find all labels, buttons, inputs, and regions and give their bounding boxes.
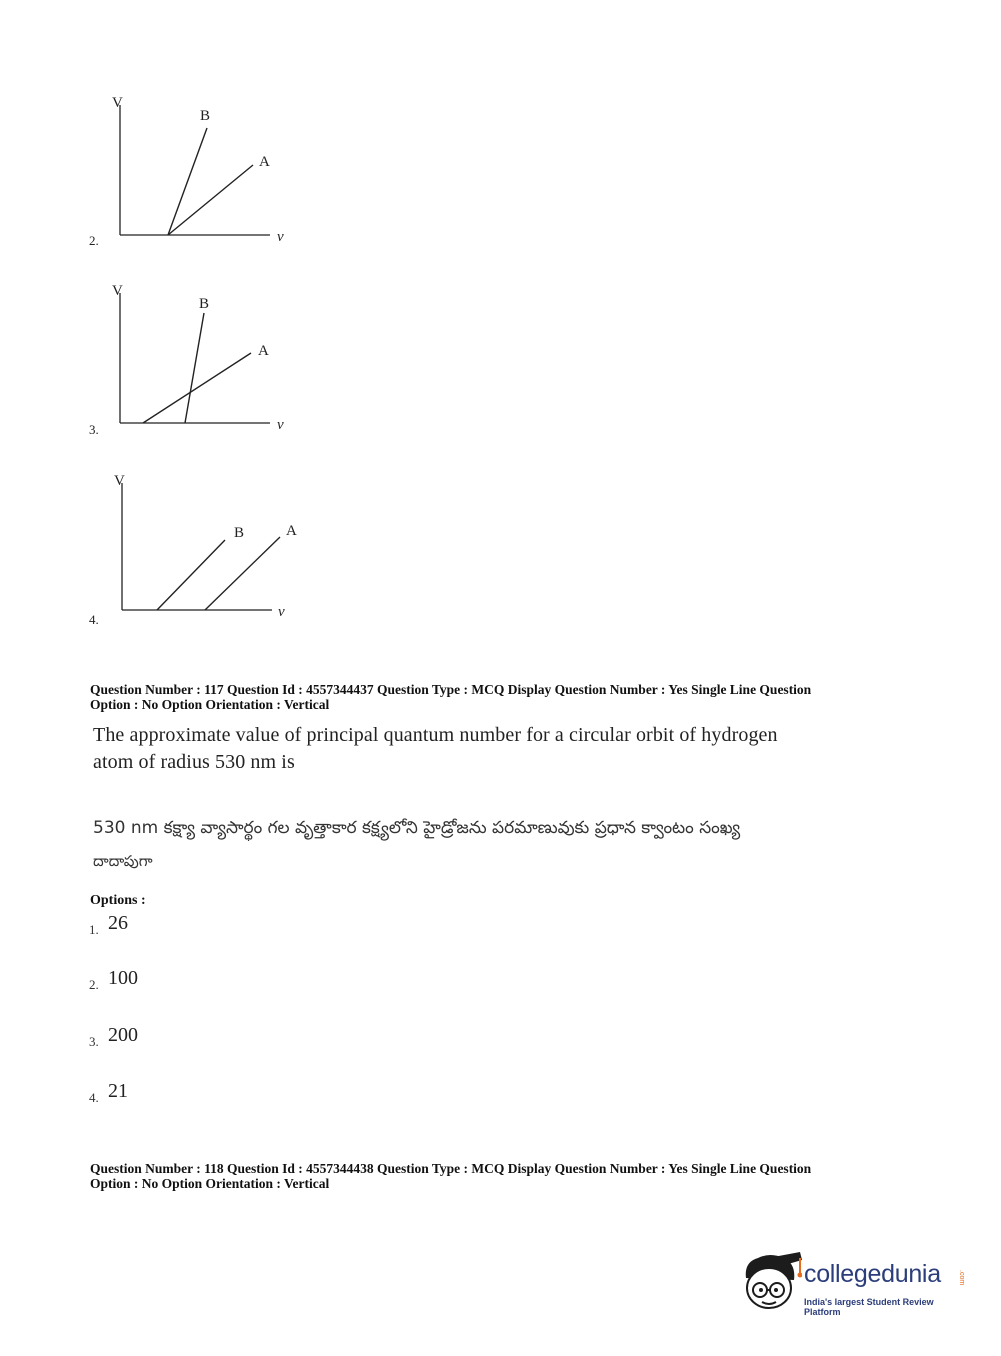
logo-domain-suffix: .com xyxy=(958,1270,965,1286)
option-1-value: 26 xyxy=(108,912,128,934)
graph-2-label-b: B xyxy=(200,108,211,124)
option-3-value: 200 xyxy=(108,1024,138,1046)
option-4-value: 21 xyxy=(108,1080,128,1102)
question-117-meta-line1: Question Number : 117 Question Id : 4557344437 Question Type : MCQ Display Question Number : Yes Single Line Question xyxy=(90,682,812,697)
option-2-value: 100 xyxy=(108,967,138,989)
graph-4-svg xyxy=(85,473,315,633)
question-117-meta xyxy=(90,682,910,712)
graph-4-y-label: V xyxy=(114,473,125,489)
question-117-text-en-line2: atom of radius 530 nm is xyxy=(93,751,295,773)
logo-tagline: India's largest Student Review Platform xyxy=(804,1297,934,1317)
option-3-number: 3. xyxy=(89,1034,99,1049)
question-117-text-en-line1: The approximate value of principal quantum number for a circular orbit of hydrogen xyxy=(93,724,778,746)
graph-4-number: 4. xyxy=(89,612,99,627)
graph-option-4 xyxy=(85,473,315,648)
graph-3-x-label: v xyxy=(277,417,284,433)
question-117-text-te xyxy=(93,812,893,878)
graph-4-label-a: A xyxy=(286,523,297,539)
graph-3-y-label: V xyxy=(112,283,123,299)
graph-4-label-b: B xyxy=(234,525,245,541)
graph-3-label-a: A xyxy=(258,343,269,359)
logo-brand-name: collegedunia xyxy=(804,1260,941,1288)
graph-4-x-label: v xyxy=(278,604,285,620)
option-2-number: 2. xyxy=(89,977,99,992)
graph-4-line-a xyxy=(205,537,280,610)
question-117-text-te-line2: దాదాపుగా xyxy=(93,852,153,870)
graph-2-x-label: v xyxy=(277,229,284,245)
graph-3-line-a xyxy=(143,353,251,423)
collegedunia-logo[interactable] xyxy=(740,1248,970,1318)
student-mascot-icon xyxy=(740,1248,802,1314)
graph-3-svg xyxy=(85,283,315,443)
question-117-text-te-line1: 530 nm కక్ష్యా వ్యాసార్థం గల వృత్తాకార కక్ష్యలోని హైడ్రోజను పరమాణువుకు ప్రధాన క్వాంటం సంఖ్య xyxy=(93,818,741,838)
question-118-meta-line2: Option : No Option Orientation : Vertical xyxy=(90,1176,330,1191)
graph-3-label-b: B xyxy=(199,296,210,312)
option-4-number: 4. xyxy=(89,1090,99,1105)
question-118-meta xyxy=(90,1161,910,1191)
graph-2-number: 2. xyxy=(89,233,99,248)
question-117-meta-line2: Option : No Option Orientation : Vertical xyxy=(90,697,330,712)
question-117-text-en xyxy=(93,722,893,776)
graph-option-3 xyxy=(85,283,315,458)
graph-3-line-b xyxy=(185,313,204,423)
graph-2-label-a: A xyxy=(259,154,270,170)
option-1-number: 1. xyxy=(89,922,99,937)
graph-3-number: 3. xyxy=(89,422,99,437)
graph-option-2 xyxy=(85,95,315,270)
graph-2-svg xyxy=(85,95,315,255)
graph-2-y-label: V xyxy=(112,95,123,111)
question-118-meta-line1: Question Number : 118 Question Id : 4557344438 Question Type : MCQ Display Question Number : Yes Single Line Question xyxy=(90,1161,812,1176)
options-label: Options : xyxy=(90,893,146,908)
